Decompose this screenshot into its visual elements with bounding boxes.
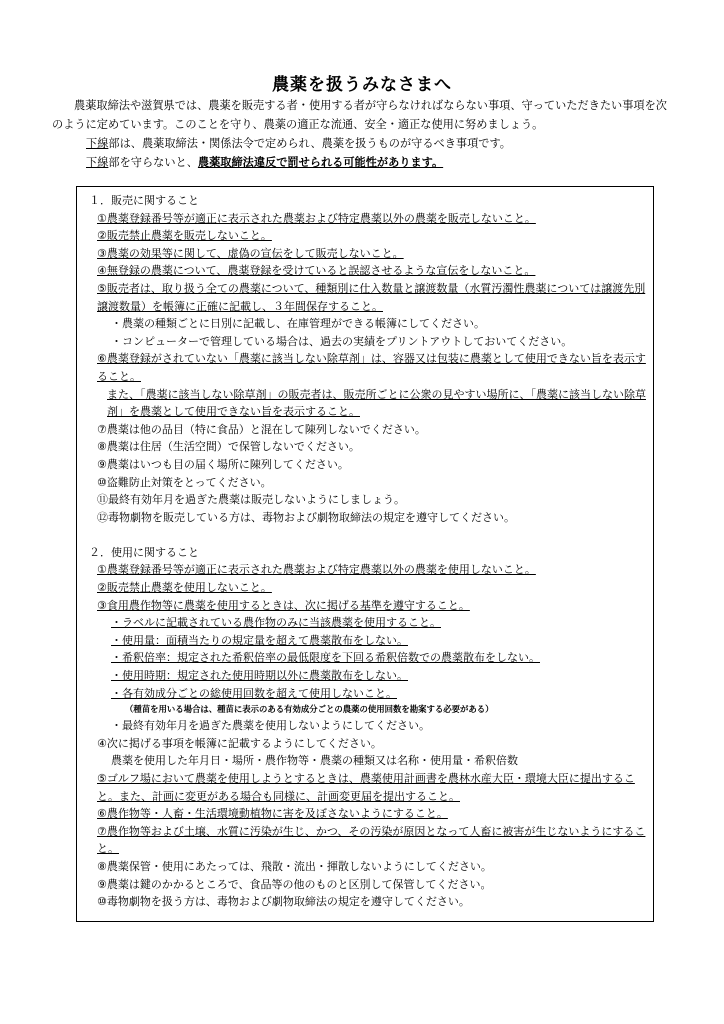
rules-box xyxy=(76,186,654,922)
usage-item: ⑧農薬保管・使用にあたっては、飛散・流出・揮散しないようにしてください。 xyxy=(97,859,492,873)
usage-item: ①農薬登録番号等が適正に表示された農薬および特定農薬以外の農薬を使用しないこと。 xyxy=(97,563,536,577)
sales-subitem: ・コンピューターで管理している場合は、過去の実績をプリントアウトしておいてください。 xyxy=(111,334,573,348)
usage-item: ⑦農作物等および土壌、水質に汚染が生じ、かつ、その汚染が原因となって人畜に被害が生じないようにすること。 xyxy=(97,824,646,856)
legend-note-2 xyxy=(86,153,672,172)
legend-note-2-text: 部を守らないと、 xyxy=(108,156,198,169)
usage-record-fields: 農薬を使用した年月日・場所・農作物等・農薬の種類又は名称・使用量・希釈倍数 xyxy=(111,754,518,768)
usage-item: ⑩毒物劇物を扱う方は、毒物および劇物取締法の規定を遵守してください。 xyxy=(97,895,470,909)
usage-item: ②販売禁止農薬を使用しないこと。 xyxy=(97,581,272,595)
underline-marker: 下線 xyxy=(86,137,109,150)
sales-item: ②販売禁止農薬を販売しないこと。 xyxy=(97,229,272,243)
usage-item: ⑥農作物等・人畜・生活環境動植物に害を及ぼさないようにすること。 xyxy=(97,807,448,821)
legend-note-1-text: 部は、農薬取締法・関係法令で定められ、農薬を扱うものが守るべき事項です。 xyxy=(108,137,511,150)
usage-subitem: ・各有効成分ごとの総使用回数を超えて使用しないこと。 xyxy=(111,686,397,700)
usage-item: ⑨農薬は鍵のかかるところで、食品等の他のものと区別して保管してください。 xyxy=(97,877,492,891)
sales-item: ③農薬の効果等に関して、虚偽の宣伝をして販売しないこと。 xyxy=(97,246,404,260)
usage-subitem: ・希釈倍率：規定された希釈倍率の最低限度を下回る希釈倍数での農薬散布をしない。 xyxy=(111,651,540,665)
usage-item: ⑤ゴルフ場において農薬を使用しようとするときは、農薬使用計画書を農林水産大臣・環境大臣に提出すること。また、計画に変更がある場合も同様に、計画変更届を提出すること。 xyxy=(97,772,635,803)
sales-item: ⑩盗難防止対策をとってください。 xyxy=(97,475,272,489)
usage-subitem: ・使用量：面積当たりの規定量を超えて農薬散布をしない。 xyxy=(111,633,408,647)
usage-item: ③食用農作物等に農薬を使用するときは、次に掲げる基準を遵守すること。 xyxy=(97,598,470,612)
legend-note-1 xyxy=(86,134,672,153)
penalty-warning: 農薬取締法違反で罰せられる可能性があります。 xyxy=(197,156,444,169)
sales-item: ⑦農薬は他の品目（特に食品）と混在して陳列しないでください。 xyxy=(97,422,426,436)
underline-marker: 下線 xyxy=(86,156,109,169)
sales-item: ⑨農薬はいつも目の届く場所に陳列してください。 xyxy=(97,457,349,471)
sales-item: ⑧農薬は住居（生活空間）で保管しないでください。 xyxy=(97,440,360,454)
sales-item: ⑥農薬登録がされていない「農薬に該当しない除草剤」は、容器又は包装に農薬として使用できない旨を表示すること。 xyxy=(97,352,646,383)
section-heading-sales: １．販売に関すること xyxy=(89,194,199,207)
section-heading-usage: ２．使用に関すること xyxy=(89,545,199,559)
usage-seed-note: （種苗を用いる場合は、種苗に表示のある有効成分ごとの農薬の使用回数を勘案する必要がある） xyxy=(125,704,494,715)
sales-item: ①農薬登録番号等が適正に表示された農薬および特定農薬以外の農薬を販売しないこと。 xyxy=(97,211,536,225)
intro-paragraph: 農薬取締法や滋賀県では、農薬を販売する者・使用する者が守らなければならない事項、守っていただきたい事項を次のように定めています。このことを守り、農薬の適正な流通、安全・適正な使用に努めましょう。 xyxy=(52,99,667,131)
sales-item-continuation: また、「農薬に該当しない除草剤」の販売者は、販売所ごとに公衆の見やすい場所に、「農薬に該当しない除草剤」を農薬として使用できない旨を表示すること。 xyxy=(107,387,646,419)
page-title: 農薬を扱うみなさまへ xyxy=(272,75,452,95)
usage-subitem: ・使用時期：規定された使用時期以外に農薬散布をしない。 xyxy=(111,669,408,683)
sales-item: ④無登録の農薬について、農薬登録を受けていると誤認させるような宣伝をしないこと。 xyxy=(97,264,536,278)
intro-block xyxy=(52,96,672,172)
sales-item: ⑤販売者は、取り扱う全ての農薬について、種類別に仕入数量と譲渡数量（水質汚濁性農薬については譲渡先別譲渡数量）を帳簿に正確に記載し、３年間保存すること。 xyxy=(97,281,646,313)
sales-item: ⑫毒物劇物を販売している方は、毒物および劇物取締法の規定を遵守してください。 xyxy=(97,510,515,524)
section-spacer xyxy=(85,526,647,544)
usage-subitem: ・最終有効年月を過ぎた農薬を使用しないようにしてください。 xyxy=(111,719,430,733)
usage-item: ④次に掲げる事項を帳簿に記載するようにしてください。 xyxy=(97,736,382,750)
sales-subitem: ・農薬の種類ごとに日別に記載し、在庫管理ができる帳簿にしてください。 xyxy=(111,317,485,331)
usage-subitem: ・ラベルに記載されている農作物のみに当該農薬を使用すること。 xyxy=(111,616,441,630)
sales-item: ⑪最終有効年月を過ぎた農薬は販売しないようにしましょう。 xyxy=(97,493,405,507)
